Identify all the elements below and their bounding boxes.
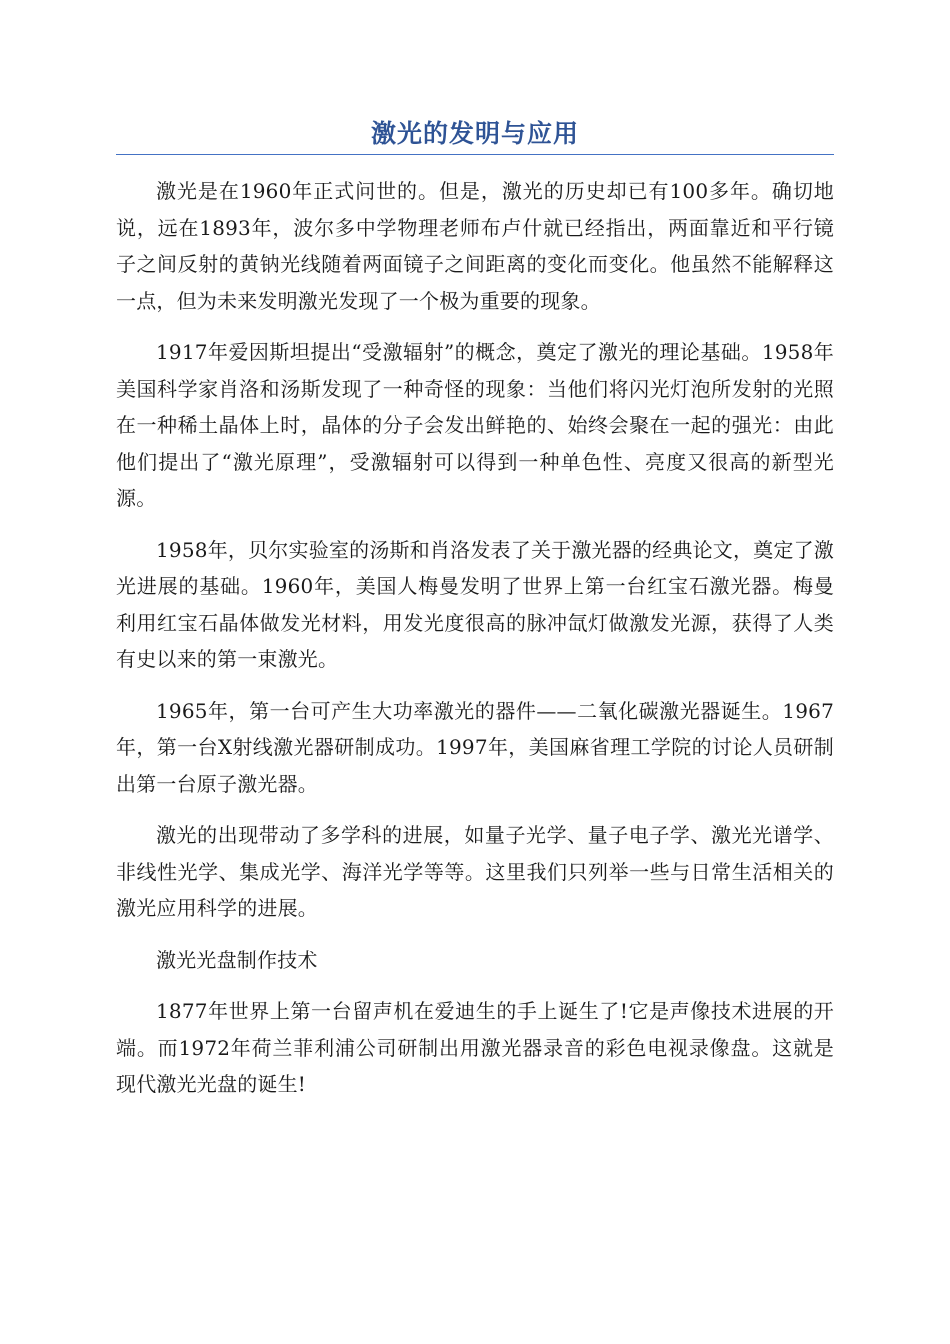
- paragraph-later-lasers: 1965年，第一台可产生大功率激光的器件——二氧化碳激光器诞生。1967年，第一台X射线激光器研制成功。1997年，美国麻省理工学院的讨论人员研制出第一台原子激光器。: [116, 698, 834, 796]
- paragraph-first-laser: 1958年，贝尔实验室的汤斯和肖洛发表了关于激光器的经典论文，奠定了激光进展的基础。1960年，美国人梅曼发明了世界上第一台红宝石激光器。梅曼利用红宝石晶体做发光材料，用发光度很高的脉冲氙灯做激发光源，获得了人类有史以来的第一束激光。: [116, 537, 834, 671]
- document-body: [116, 173, 834, 1103]
- paragraph-disc-history: 1877年世界上第一台留声机在爱迪生的手上诞生了!它是声像技术进展的开端。而1972年荷兰菲利浦公司研制出用激光器录音的彩色电视录像盘。这就是现代激光光盘的诞生!: [116, 999, 834, 1096]
- title-underline-rule: [116, 154, 834, 155]
- section-heading-disc-technology: 激光光盘制作技术: [156, 947, 318, 972]
- paragraph-history-origin: 激光是在1960年正式问世的。但是，激光的历史却已有100多年。确切地说，远在1893年，波尔多中学物理老师布卢什就已经指出，两面靠近和平行镜子之间反射的黄钠光线随着两面镜子之间距离的变化而变化。他虽然不能解释这一点，但为未来发明激光发现了一个极为重要的现象。: [116, 179, 834, 313]
- paragraph-einstein-theory: 1917年爱因斯坦提出“受激辐射”的概念，奠定了激光的理论基础。1958年美国科学家肖洛和汤斯发现了一种奇怪的现象：当他们将闪光灯泡所发射的光照在一种稀土晶体上时，晶体的分子会发出鲜艳的、始终会聚在一起的强光：由此他们提出了“激光原理”，受激辐射可以得到一种单色性、亮度又很高的新型光源。: [116, 340, 834, 510]
- document-page: [116, 0, 834, 1118]
- document-title: 激光的发明与应用: [370, 119, 579, 148]
- paragraph-disciplines: 激光的出现带动了多学科的进展，如量子光学、量子电子学、激光光谱学、非线性光学、集成光学、海洋光学等等。这里我们只列举一些与日常生活相关的激光应用科学的进展。: [116, 823, 834, 920]
